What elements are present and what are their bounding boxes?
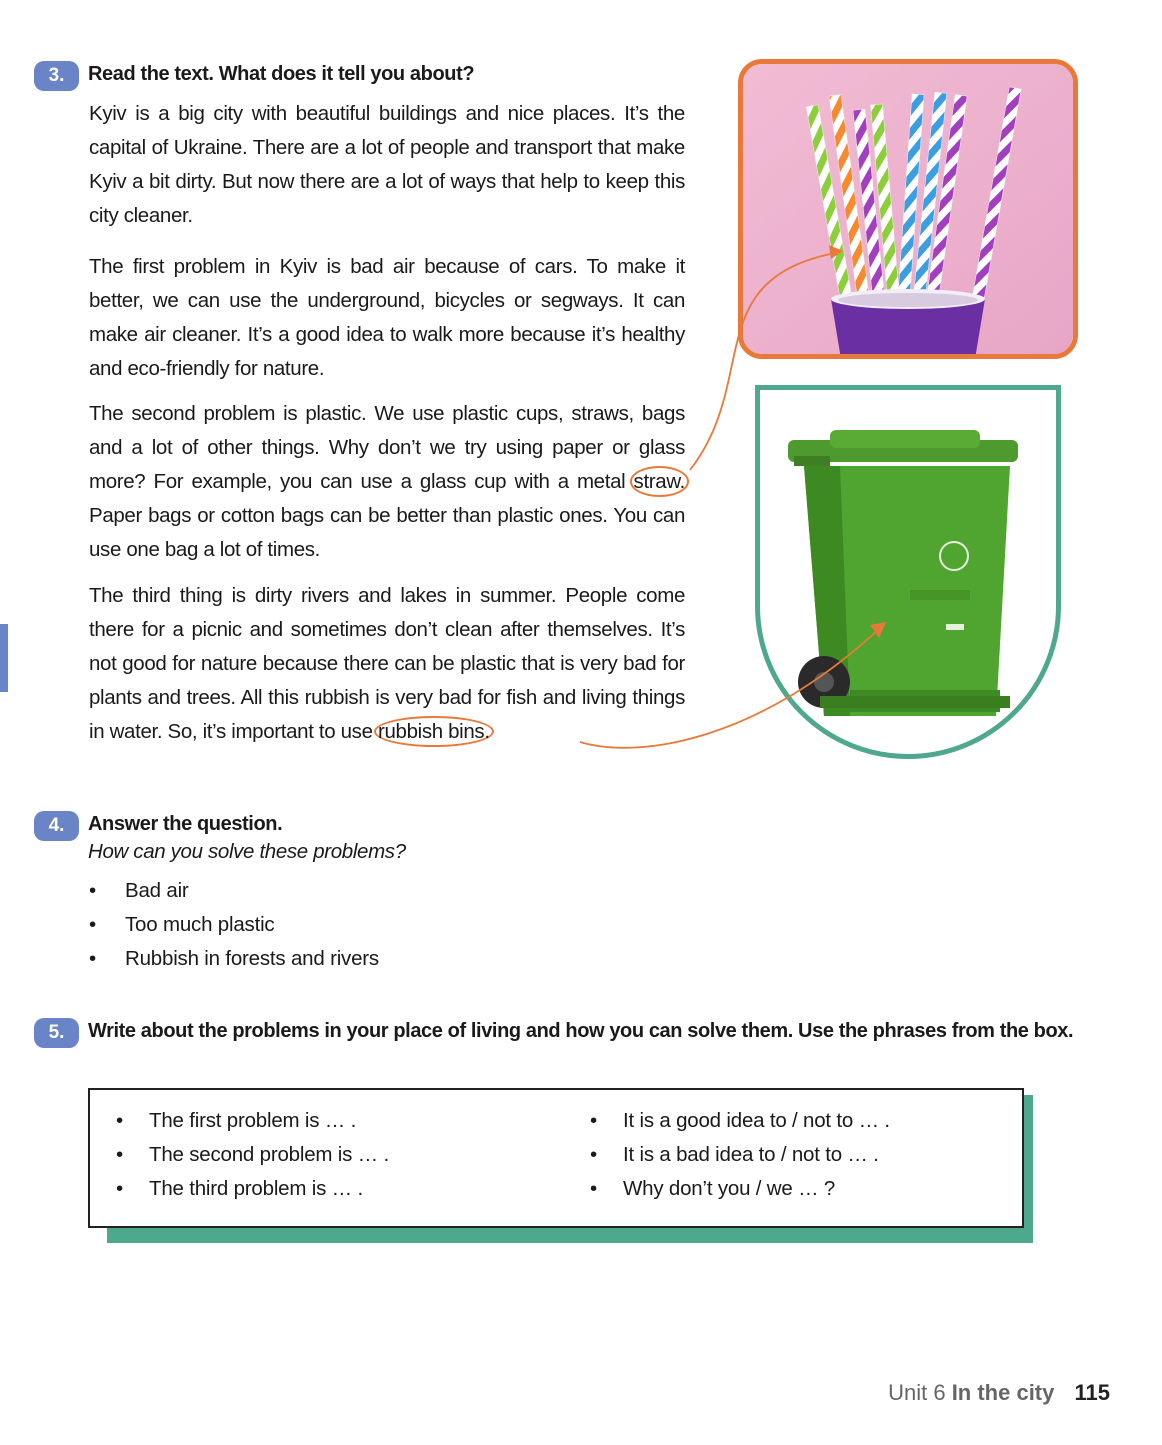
- task-3-number: 3.: [34, 61, 79, 91]
- straws-illustration: [743, 64, 1073, 354]
- paragraph-4-text: The third thing is dirty rivers and lakes in summer. People come there for a picnic and sometimes don’t clean after themselves. It’s not good for nature because there can be plastic that is very bad for plants and trees. All this rubbish is very bad for fish and living things in water. So, it’s important to use: [89, 584, 685, 743]
- paragraph-1: Kyiv is a big city with beautiful buildings and nice places. It’s the capital of Ukraine. There are a lot of people and transport that make Kyiv a bit dirty. But now there are a lot of ways that help to keep this city cleaner.: [89, 102, 685, 227]
- list-item: • The third problem is … .: [115, 1172, 389, 1206]
- task-4-title: Answer the question.: [88, 813, 283, 835]
- page-number: 115: [1074, 1380, 1110, 1405]
- rubbish-bin-illustration: [760, 390, 1056, 754]
- list-item: • Bad air: [88, 874, 379, 908]
- paragraph-2: The first problem in Kyiv is bad air because of cars. To make it better, we can use the underground, bicycles or segways. It can make air cleaner. It’s a good idea to walk more because it’s healthy and eco-friendly for nature.: [89, 255, 685, 380]
- list-item: • Why don’t you / we … ?: [589, 1172, 890, 1206]
- page-footer: [888, 1380, 1110, 1406]
- list-item: • Too much plastic: [88, 908, 379, 942]
- list-item: • It is a good idea to / not to … .: [589, 1104, 890, 1138]
- task-3-title: Read the text. What does it tell you about?: [88, 63, 475, 85]
- green-rubbish-bin-photo: [755, 385, 1061, 759]
- task-4-number: 4.: [34, 811, 79, 841]
- list-item: • Rubbish in forests and rivers: [88, 942, 379, 976]
- circled-word-straw: straw.: [630, 466, 689, 497]
- list-item: • It is a bad idea to / not to … .: [589, 1138, 890, 1172]
- paragraph-3: [89, 397, 685, 567]
- paragraph-3-text-b: Paper bags or cotton bags can be better than plastic ones. You can use one bag a lot of times.: [89, 504, 685, 561]
- paragraph-3-text-a: The second problem is plastic. We use plastic cups, straws, bags and a lot of other things. Why don’t we try using paper or glass more? For example, you can use a glass cup with a metal: [89, 402, 685, 493]
- list-item: • The second problem is … .: [115, 1138, 389, 1172]
- phrase-list-right: [589, 1104, 890, 1206]
- list-item: • The first problem is … .: [115, 1104, 389, 1138]
- straws-in-cup-photo: [738, 59, 1078, 359]
- task-5-number: 5.: [34, 1018, 79, 1048]
- task-4-question: How can you solve these problems?: [88, 840, 406, 863]
- task-5-title: Write about the problems in your place of living and how you can solve them. Use the phrases from the box.: [88, 1020, 1074, 1042]
- phrase-box: [88, 1088, 1024, 1228]
- paragraph-4: [89, 579, 685, 749]
- side-tab-marker: [0, 624, 8, 692]
- unit-label: Unit 6: [888, 1380, 946, 1405]
- task-4-bullet-list: [88, 874, 379, 976]
- circled-word-rubbish-bins: rubbish bins.: [374, 716, 494, 747]
- phrase-list-left: [115, 1104, 389, 1206]
- unit-name: In the city: [951, 1380, 1055, 1405]
